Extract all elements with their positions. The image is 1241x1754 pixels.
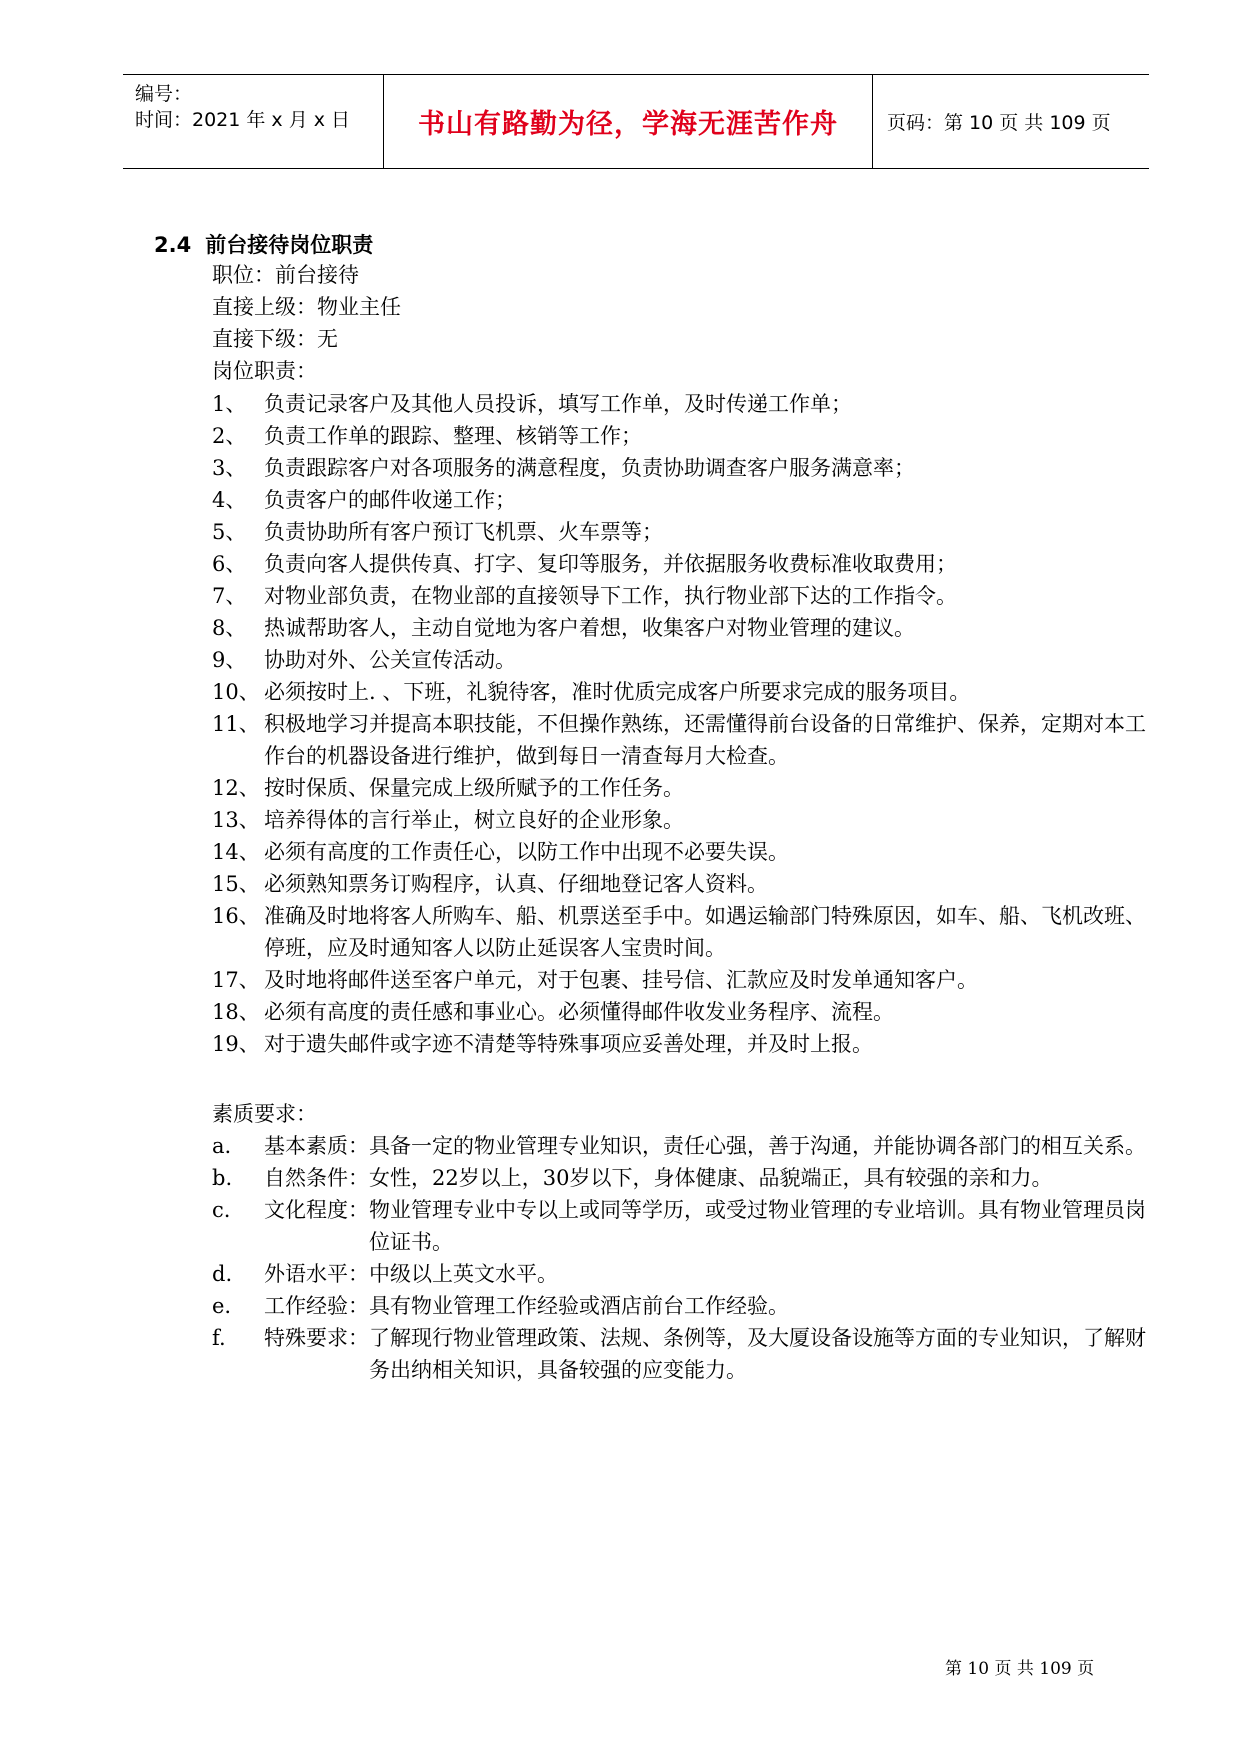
- post-line: 职位：前台接待: [212, 263, 359, 287]
- duty-item: [212, 804, 1162, 836]
- duty-text: 按时保质、保量完成上级所赋予的工作任务。: [264, 776, 684, 800]
- section-heading: [154, 229, 373, 259]
- duty-text: 负责记录客户及其他人员投诉，填写工作单，及时传递工作单；: [264, 392, 852, 416]
- time-label: 时间：2021 年 x 月 x 日: [135, 109, 351, 131]
- header-motto-cell: [383, 75, 873, 168]
- duties-label: 岗位职责：: [212, 359, 317, 383]
- duty-item: [212, 868, 1162, 900]
- duty-item: [212, 708, 1162, 772]
- qualification-item: [212, 1258, 1162, 1290]
- duty-item: [212, 644, 1162, 676]
- duty-number: 6、: [212, 552, 247, 576]
- duty-number: 7、: [212, 584, 247, 608]
- duty-number: 5、: [212, 520, 247, 544]
- duty-text: 及时地将邮件送至客户单元，对于包裹、挂号信、汇款应及时发单通知客户。: [264, 968, 978, 992]
- duty-text: 热诚帮助客人，主动自觉地为客户着想，收集客户对物业管理的建议。: [264, 616, 915, 640]
- qualifications-list: [212, 1130, 1162, 1386]
- qualification-value: 具有物业管理工作经验或酒店前台工作经验。: [369, 1294, 789, 1318]
- duty-text: 对物业部负责，在物业部的直接领导下工作，执行物业部下达的工作指令。: [264, 584, 957, 608]
- superior-line: 直接上级：物业主任: [212, 295, 401, 319]
- duty-number: 3、: [212, 456, 247, 480]
- duty-text: 准确及时地将客人所购车、船、机票送至手中。如遇运输部门特殊原因，如车、船、飞机改班、停班，应及时通知客人以防止延误客人宝贵时间。: [264, 904, 1146, 960]
- duty-number: 13、: [212, 808, 260, 832]
- duty-item: [212, 772, 1162, 804]
- duty-text: 必须按时上. 、下班，礼貌待客，准时优质完成客户所要求完成的服务项目。: [264, 680, 971, 704]
- qualification-letter: e.: [212, 1294, 232, 1318]
- qualification-item: [212, 1290, 1162, 1322]
- motto: 书山有路勤为径，学海无涯苦作舟: [418, 109, 838, 140]
- header-table: [123, 74, 1149, 169]
- duty-item: [212, 1028, 1162, 1060]
- qualification-key: 基本素质：: [264, 1134, 369, 1158]
- duty-text: 协助对外、公关宣传活动。: [264, 648, 516, 672]
- duty-number: 11、: [212, 712, 260, 736]
- qualification-value: 物业管理专业中专以上或同等学历，或受过物业管理的专业培训。具有物业管理员岗位证书。: [369, 1198, 1146, 1254]
- duties-list: [212, 388, 1162, 1060]
- duty-number: 19、: [212, 1032, 260, 1056]
- qualifications-label: 素质要求：: [212, 1102, 317, 1126]
- duty-item: [212, 836, 1162, 868]
- duty-text: 负责协助所有客户预订飞机票、火车票等；: [264, 520, 663, 544]
- duty-number: 10、: [212, 680, 260, 704]
- duty-item: [212, 548, 1162, 580]
- qualification-value: 女性，22岁以上，30岁以下，身体健康、品貌端正，具有较强的亲和力。: [369, 1166, 1053, 1190]
- duty-number: 2、: [212, 424, 247, 448]
- duty-text: 对于遗失邮件或字迹不清楚等特殊事项应妥善处理，并及时上报。: [264, 1032, 873, 1056]
- duty-number: 8、: [212, 616, 247, 640]
- duty-text: 必须有高度的责任感和事业心。必须懂得邮件收发业务程序、流程。: [264, 1000, 894, 1024]
- code-label: 编号：: [135, 83, 193, 105]
- qualification-letter: c.: [212, 1198, 231, 1222]
- duty-number: 18、: [212, 1000, 260, 1024]
- duty-item: [212, 420, 1162, 452]
- duty-item: [212, 484, 1162, 516]
- qualification-value: 中级以上英文水平。: [369, 1262, 558, 1286]
- duty-item: [212, 612, 1162, 644]
- qualification-key: 工作经验：: [264, 1294, 369, 1318]
- duty-number: 9、: [212, 648, 247, 672]
- duty-number: 1、: [212, 392, 247, 416]
- qualification-letter: f.: [212, 1326, 226, 1350]
- page-footer: 第 10 页 共 109 页: [945, 1659, 1095, 1679]
- qualification-item: [212, 1162, 1162, 1194]
- duty-text: 必须有高度的工作责任心，以防工作中出现不必要失误。: [264, 840, 789, 864]
- duty-item: [212, 452, 1162, 484]
- qualification-key: 文化程度：: [264, 1198, 369, 1222]
- qualification-letter: b.: [212, 1166, 233, 1190]
- qualification-value: 了解现行物业管理政策、法规、条例等，及大厦设备设施等方面的专业知识，了解财务出纳相关知识，具备较强的应变能力。: [369, 1326, 1146, 1382]
- duty-number: 12、: [212, 776, 260, 800]
- duty-item: [212, 516, 1162, 548]
- section-title: 前台接待岗位职责: [205, 233, 374, 257]
- duty-number: 15、: [212, 872, 260, 896]
- duty-text: 必须熟知票务订购程序，认真、仔细地登记客人资料。: [264, 872, 768, 896]
- subordinate-line: 直接下级：无: [212, 327, 338, 351]
- duty-text: 负责向客人提供传真、打字、复印等服务，并依据服务收费标准收取费用；: [264, 552, 957, 576]
- duty-item: [212, 964, 1162, 996]
- qualification-item: [212, 1194, 1162, 1258]
- qualification-item: [212, 1130, 1162, 1162]
- header-page-cell: [873, 75, 1149, 168]
- duty-item: [212, 996, 1162, 1028]
- duty-text: 负责工作单的跟踪、整理、核销等工作；: [264, 424, 642, 448]
- duty-item: [212, 388, 1162, 420]
- page-info: 页码：第 10 页 共 109 页: [887, 112, 1111, 134]
- duty-number: 4、: [212, 488, 247, 512]
- qualification-letter: a.: [212, 1134, 232, 1158]
- duty-text: 培养得体的言行举止，树立良好的企业形象。: [264, 808, 684, 832]
- qualification-item: [212, 1322, 1162, 1386]
- qualification-value: 具备一定的物业管理专业知识，责任心强，善于沟通，并能协调各部门的相互关系。: [369, 1134, 1146, 1158]
- duty-number: 14、: [212, 840, 260, 864]
- qualification-letter: d.: [212, 1262, 233, 1286]
- duty-item: [212, 676, 1162, 708]
- duty-text: 负责客户的邮件收递工作；: [264, 488, 516, 512]
- duty-item: [212, 900, 1162, 964]
- duty-text: 积极地学习并提高本职技能，不但操作熟练，还需懂得前台设备的日常维护、保养，定期对本工作台的机器设备进行维护，做到每日一清查每月大检查。: [264, 712, 1146, 768]
- duty-number: 16、: [212, 904, 260, 928]
- header-left-cell: [123, 75, 383, 168]
- qualification-key: 外语水平：: [264, 1262, 369, 1286]
- qualification-key: 自然条件：: [264, 1166, 369, 1190]
- duty-text: 负责跟踪客户对各项服务的满意程度，负责协助调查客户服务满意率；: [264, 456, 915, 480]
- section-number: 2.4: [154, 233, 192, 257]
- qualification-key: 特殊要求：: [264, 1326, 369, 1350]
- duty-item: [212, 580, 1162, 612]
- duty-number: 17、: [212, 968, 260, 992]
